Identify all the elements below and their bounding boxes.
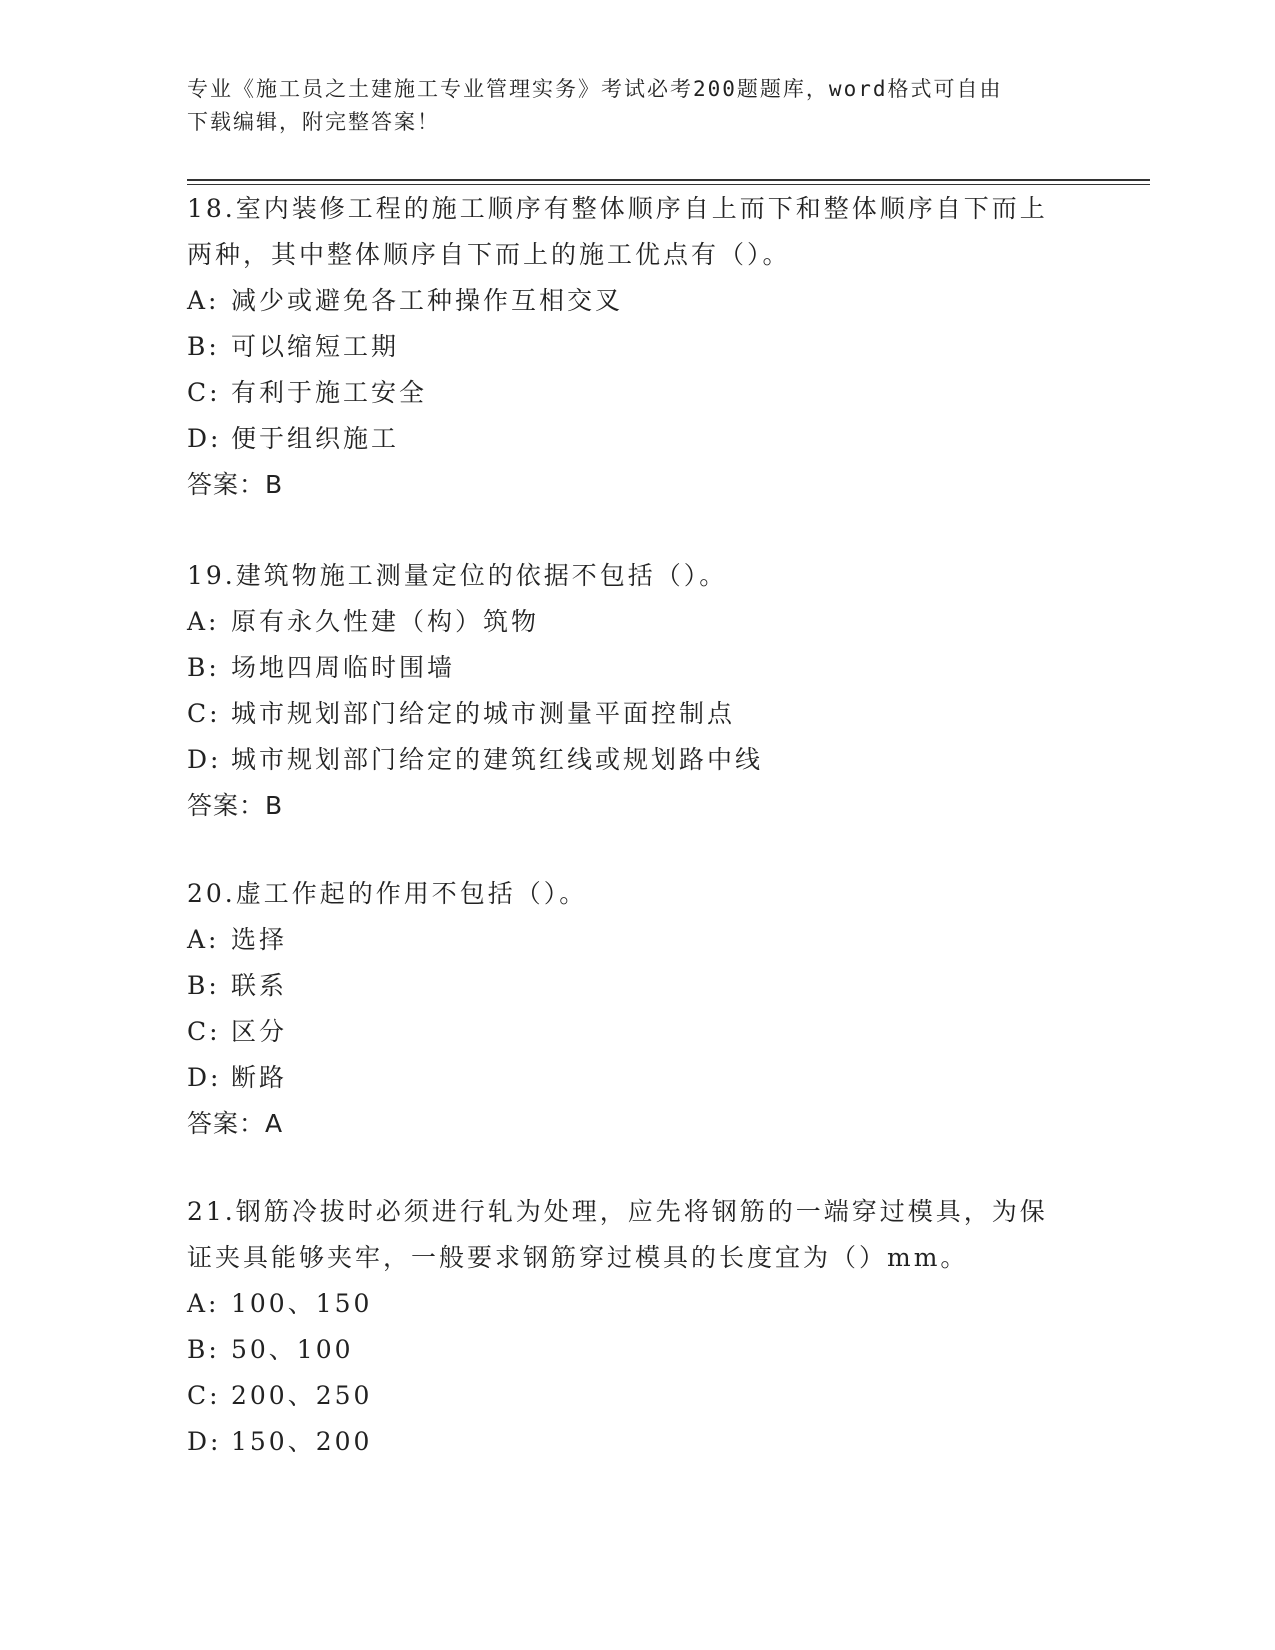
- option-text: 城市规划部门给定的建筑红线或规划路中线: [231, 745, 764, 774]
- header-line-1: 专业《施工员之土建施工专业管理实务》考试必考200题题库，word格式可自由: [187, 77, 1003, 101]
- option-key: B:: [187, 1335, 220, 1364]
- option-key: C:: [187, 1017, 221, 1046]
- option-text: 150、200: [231, 1427, 373, 1456]
- option-b: [187, 324, 1087, 370]
- option-c: [187, 370, 1087, 416]
- answer-line: 答案：B: [187, 470, 284, 499]
- option-d: [187, 737, 1087, 783]
- question-stem-line: 19.建筑物施工测量定位的依据不包括（）。: [187, 561, 728, 590]
- option-a: [187, 1281, 1087, 1327]
- option-key: B:: [187, 971, 220, 1000]
- option-d: [187, 1055, 1087, 1101]
- option-key: A:: [187, 1289, 220, 1318]
- option-key: B:: [187, 653, 220, 682]
- question-21: [187, 1189, 1087, 1465]
- option-b: [187, 963, 1087, 1009]
- option-c: [187, 1373, 1087, 1419]
- option-text: 城市规划部门给定的城市测量平面控制点: [231, 699, 736, 728]
- option-text: 减少或避免各工种操作互相交叉: [231, 286, 624, 315]
- option-text: 选择: [231, 925, 288, 954]
- question-19: [187, 553, 1087, 829]
- option-b: [187, 645, 1087, 691]
- option-text: 可以缩短工期: [231, 332, 400, 361]
- option-text: 区分: [231, 1017, 288, 1046]
- option-key: C:: [187, 378, 221, 407]
- option-text: 场地四周临时围墙: [231, 653, 456, 682]
- option-text: 便于组织施工: [231, 424, 400, 453]
- option-key: D:: [187, 1063, 222, 1092]
- option-key: A:: [187, 925, 220, 954]
- option-d: [187, 416, 1087, 462]
- option-c: [187, 691, 1087, 737]
- option-key: D:: [187, 745, 222, 774]
- option-b: [187, 1327, 1087, 1373]
- answer-line: 答案：A: [187, 1109, 284, 1138]
- document-header: [187, 73, 1067, 139]
- option-key: D:: [187, 424, 222, 453]
- question-18: [187, 186, 1087, 508]
- option-key: D:: [187, 1427, 222, 1456]
- answer-line: 答案：B: [187, 791, 284, 820]
- option-text: 200、250: [231, 1381, 373, 1410]
- header-divider-thin: [187, 184, 1150, 185]
- question-stem-line: 18.室内装修工程的施工顺序有整体顺序自上而下和整体顺序自下而上: [187, 194, 1048, 223]
- option-key: B:: [187, 332, 220, 361]
- option-key: C:: [187, 1381, 221, 1410]
- option-text: 断路: [231, 1063, 288, 1092]
- option-text: 联系: [231, 971, 288, 1000]
- option-key: A:: [187, 607, 220, 636]
- option-text: 100、150: [231, 1289, 373, 1318]
- option-d: [187, 1419, 1087, 1465]
- question-stem-line: 两种，其中整体顺序自下而上的施工优点有（）。: [187, 240, 791, 269]
- option-key: C:: [187, 699, 221, 728]
- question-stem-line: 21.钢筋冷拔时必须进行轧为处理，应先将钢筋的一端穿过模具，为保: [187, 1197, 1048, 1226]
- option-a: [187, 278, 1087, 324]
- header-line-2: 下载编辑，附完整答案！: [187, 110, 440, 134]
- header-divider-thick: [187, 179, 1150, 181]
- option-key: A:: [187, 286, 220, 315]
- option-text: 50、100: [231, 1335, 354, 1364]
- option-a: [187, 599, 1087, 645]
- option-a: [187, 917, 1087, 963]
- option-c: [187, 1009, 1087, 1055]
- question-stem-line: 20.虚工作起的作用不包括（）。: [187, 879, 588, 908]
- question-20: [187, 871, 1087, 1147]
- question-stem-line: 证夹具能够夹牢，一般要求钢筋穿过模具的长度宜为（）mm。: [187, 1243, 969, 1272]
- option-text: 有利于施工安全: [231, 378, 428, 407]
- option-text: 原有永久性建（构）筑物: [231, 607, 540, 636]
